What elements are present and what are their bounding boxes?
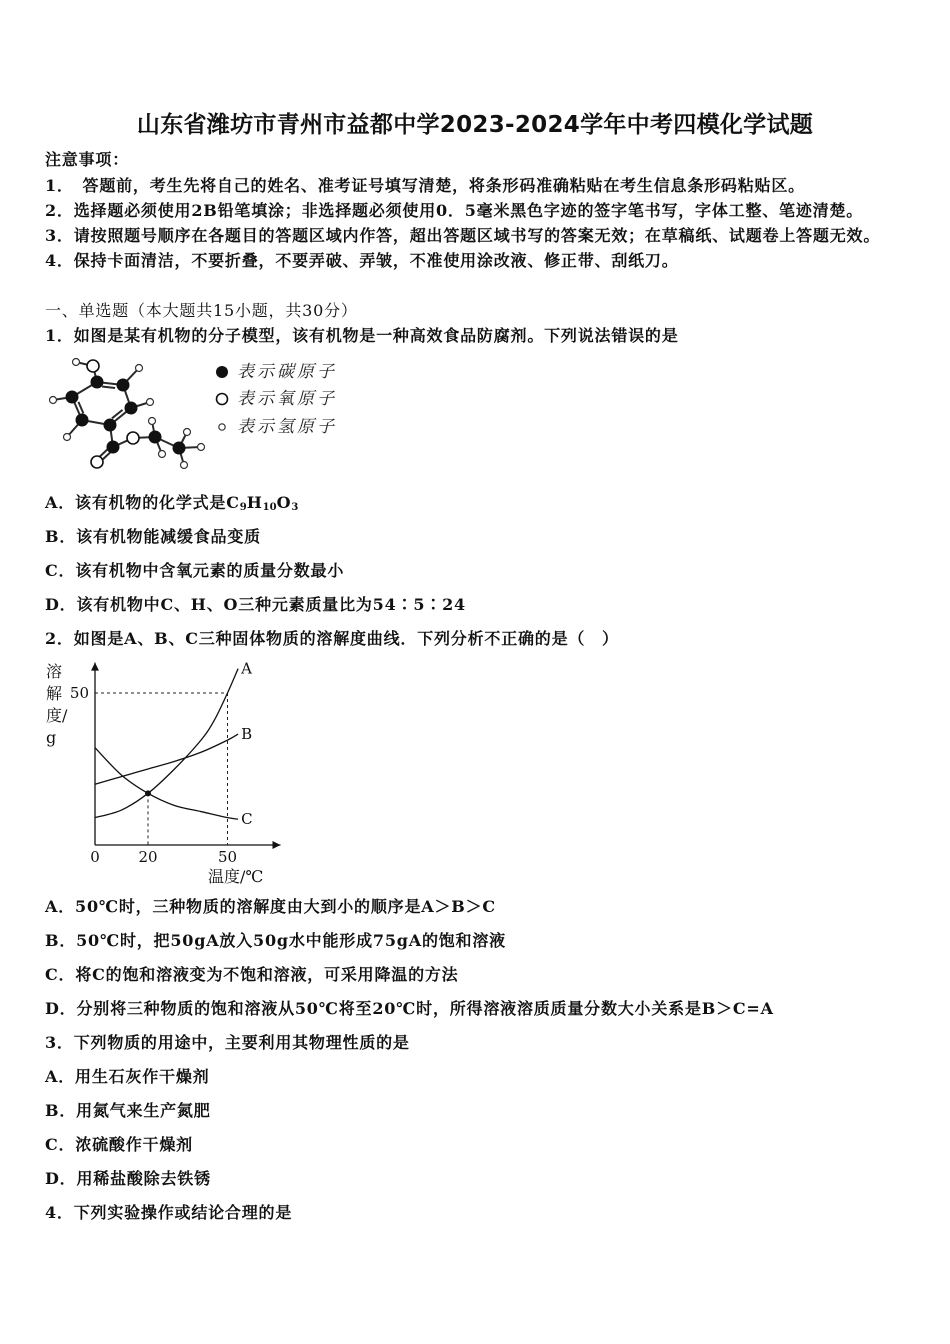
hydrogen-atom-icon	[214, 419, 230, 435]
hydrogen-atom	[198, 444, 205, 451]
q3-option-c: C．浓硫酸作干燥剂	[45, 1135, 193, 1154]
curve-a	[95, 669, 238, 818]
carbon-atom	[91, 376, 104, 389]
carbon-atom	[117, 379, 130, 392]
q3-option-a: A．用生石灰作干燥剂	[45, 1067, 210, 1086]
atoms	[50, 359, 205, 469]
notice-heading: 注意事项：	[45, 150, 130, 169]
formula-symbol: C	[226, 493, 240, 512]
legend-carbon	[214, 362, 337, 382]
x-tick-label: 20	[138, 848, 158, 866]
q4-stem: 4．下列实验操作或结论合理的是	[45, 1203, 293, 1222]
x-tick-label: 0	[90, 848, 100, 866]
q2-option-c: C．将C的饱和溶液变为不饱和溶液，可采用降温的方法	[45, 965, 459, 984]
q1-option-d: D．该有机物中C、H、O三种元素质量比为54∶5∶24	[45, 595, 466, 614]
chart-x-axis-label: 温度/℃	[208, 867, 264, 886]
legend-label: 表示氢原子	[237, 417, 337, 437]
solubility-curve-chart	[40, 655, 290, 890]
notice-item-3: 3．请按照题号顺序在各题目的答题区域内作答，超出答题区域书写的答案无效；在草稿纸、试题卷上答题无效。	[45, 226, 881, 245]
page-title: 山东省潍坊市青州市益都中学2023-2024学年中考四模化学试题	[136, 112, 814, 138]
x-tick-label: 50	[217, 848, 238, 866]
carbon-atom	[173, 442, 186, 455]
oxygen-atom-icon	[214, 391, 230, 407]
q1-option-b: B．该有机物能减缓食品变质	[45, 527, 261, 546]
chart-y-axis-label: 溶解度/g	[46, 662, 68, 747]
section-heading: 一、单选题（本大题共15小题，共30分）	[45, 301, 358, 320]
legend-label: 表示碳原子	[237, 362, 337, 382]
hydrogen-atom	[64, 434, 71, 441]
series-label-b: B	[241, 725, 253, 744]
legend-label: 表示氧原子	[237, 389, 337, 409]
q2-option-d: D．分别将三种物质的饱和溶液从50℃将至20℃时，所得溶液溶质质量分数大小关系是B＞C=A	[45, 999, 774, 1018]
option-text: A．该有机物的化学式是	[45, 493, 227, 512]
carbon-atom	[149, 431, 162, 444]
q3-option-b: B．用氮气来生产氮肥	[45, 1101, 211, 1120]
q1-option-c: C．该有机物中含氧元素的质量分数最小	[45, 561, 345, 580]
q2-stem: 2．如图是A、B、C三种固体物质的溶解度曲线．下列分析不正确的是（ ）	[45, 629, 619, 648]
formula-symbol: H	[246, 493, 263, 512]
carbon-atom	[107, 441, 120, 454]
notice-item-2: 2．选择题必须使用2B铅笔填涂；非选择题必须使用0．5毫米黑色字迹的签字笔书写，字体工整、笔迹清楚。	[45, 201, 864, 220]
carbon-atom-icon	[214, 364, 230, 380]
q1-stem: 1．如图是某有机物的分子模型，该有机物是一种高效食品防腐剂。下列说法错误的是	[45, 326, 679, 345]
hydrogen-atom	[159, 451, 166, 458]
x-axis-arrow	[273, 841, 281, 849]
hydrogen-atom	[50, 397, 57, 404]
hydrogen-atom	[136, 365, 143, 372]
q3-stem: 3．下列物质的用途中，主要利用其物理性质的是	[45, 1033, 410, 1052]
formula-subscript: 3	[291, 502, 299, 513]
formula-subscript: 9	[239, 502, 247, 513]
hydrogen-atom	[147, 399, 154, 406]
formula-subscript: 10	[262, 502, 277, 513]
formula-symbol: O	[276, 493, 292, 512]
y-axis-arrow	[91, 663, 99, 671]
carbon-atom	[125, 402, 138, 415]
hydrogen-atom	[149, 418, 156, 425]
oxygen-atom	[91, 456, 103, 468]
hydrogen-atom	[181, 462, 188, 469]
q2-option-b: B．50℃时，把50gA放入50g水中能形成75gA的饱和溶液	[45, 931, 506, 950]
oxygen-atom	[87, 360, 99, 372]
carbon-atom	[104, 419, 117, 432]
molecule-model-figure	[40, 350, 215, 475]
q3-option-d: D．用稀盐酸除去铁锈	[45, 1169, 211, 1188]
curve-c	[95, 748, 238, 819]
carbon-atom	[76, 414, 89, 427]
hydrogen-atom	[184, 429, 191, 436]
legend-oxygen	[214, 389, 337, 409]
intersection-point	[145, 790, 151, 796]
oxygen-atom	[127, 432, 139, 444]
legend-hydrogen	[214, 417, 337, 437]
q2-option-a: A．50℃时，三种物质的溶解度由大到小的顺序是A＞B＞C	[45, 897, 496, 916]
bond	[102, 387, 115, 389]
y-tick-label: 50	[69, 684, 89, 702]
carbon-atom	[66, 391, 79, 404]
q1-option-a	[45, 493, 298, 513]
notice-item-4: 4．保持卡面清洁，不要折叠，不要弄破、弄皱，不准使用涂改液、修正带、刮纸刀。	[45, 251, 679, 270]
series-label-c: C	[241, 810, 253, 829]
notice-item-1: 1． 答题前，考生先将自己的姓名、准考证号填写清楚，将条形码准确粘贴在考生信息条形码粘贴区。	[45, 176, 805, 195]
series-label-a: A	[241, 659, 252, 678]
hydrogen-atom	[73, 359, 80, 366]
